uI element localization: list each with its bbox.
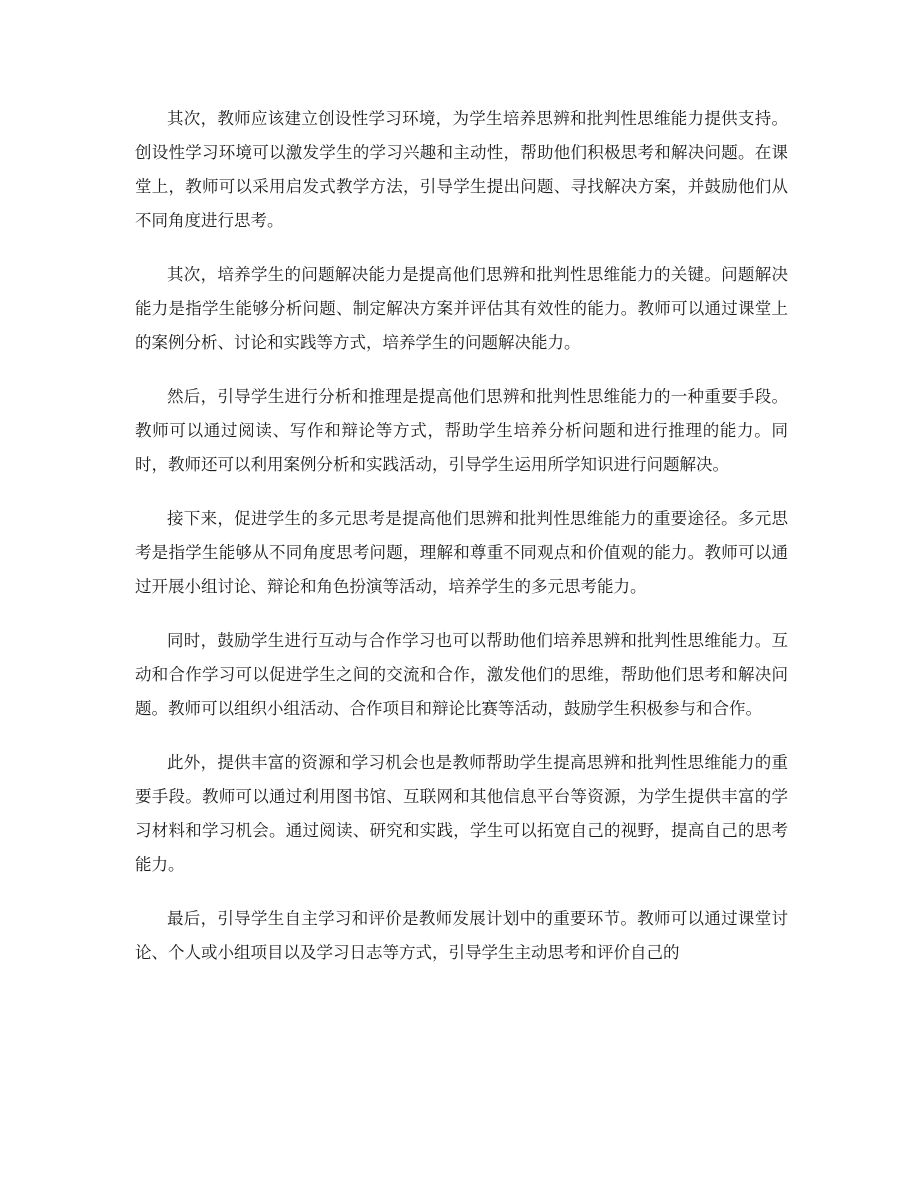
paragraph: 最后，引导学生自主学习和评价是教师发展计划中的重要环节。教师可以通过课堂讨论、个人或小组项目以及学习日志等方式，引导学生主动思考和评价自己的 xyxy=(135,909,788,962)
paragraph: 其次，培养学生的问题解决能力是提高他们思辨和批判性思维能力的关键。问题解决能力是指学生能够分析问题、制定解决方案并评估其有效性的能力。教师可以通过课堂上的案例分析、讨论和实践等方式，培养学生的问题解决能力。 xyxy=(135,265,788,352)
paragraph: 然后，引导学生进行分析和推理是提高他们思辨和批判性思维能力的一种重要手段。教师可以通过阅读、写作和辩论等方式，帮助学生培养分析问题和进行推理的能力。同时，教师还可以利用案例分析和实践活动，引导学生运用所学知识进行问题解决。 xyxy=(135,387,788,474)
paragraph: 同时，鼓励学生进行互动与合作学习也可以帮助他们培养思辨和批判性思维能力。互动和合作学习可以促进学生之间的交流和合作，激发他们的思维，帮助他们思考和解决问题。教师可以组织小组活动、合作项目和辩论比赛等活动，鼓励学生积极参与和合作。 xyxy=(135,631,788,718)
paragraph: 接下来，促进学生的多元思考是提高他们思辨和批判性思维能力的重要途径。多元思考是指学生能够从不同角度思考问题，理解和尊重不同观点和价值观的能力。教师可以通过开展小组讨论、辩论和角色扮演等活动，培养学生的多元思考能力。 xyxy=(135,509,788,596)
paragraph: 其次，教师应该建立创设性学习环境，为学生培养思辨和批判性思维能力提供支持。创设性学习环境可以激发学生的学习兴趣和主动性，帮助他们积极思考和解决问题。在课堂上，教师可以采用启发式教学方法，引导学生提出问题、寻找解决方案，并鼓励他们从不同角度进行思考。 xyxy=(135,109,788,230)
paragraph: 此外，提供丰富的资源和学习机会也是教师帮助学生提高思辨和批判性思维能力的重要手段。教师可以通过利用图书馆、互联网和其他信息平台等资源，为学生提供丰富的学习材料和学习机会。通过阅读、研究和实践，学生可以拓宽自己的视野，提高自己的思考能力。 xyxy=(135,753,788,874)
document-body xyxy=(135,102,788,990)
